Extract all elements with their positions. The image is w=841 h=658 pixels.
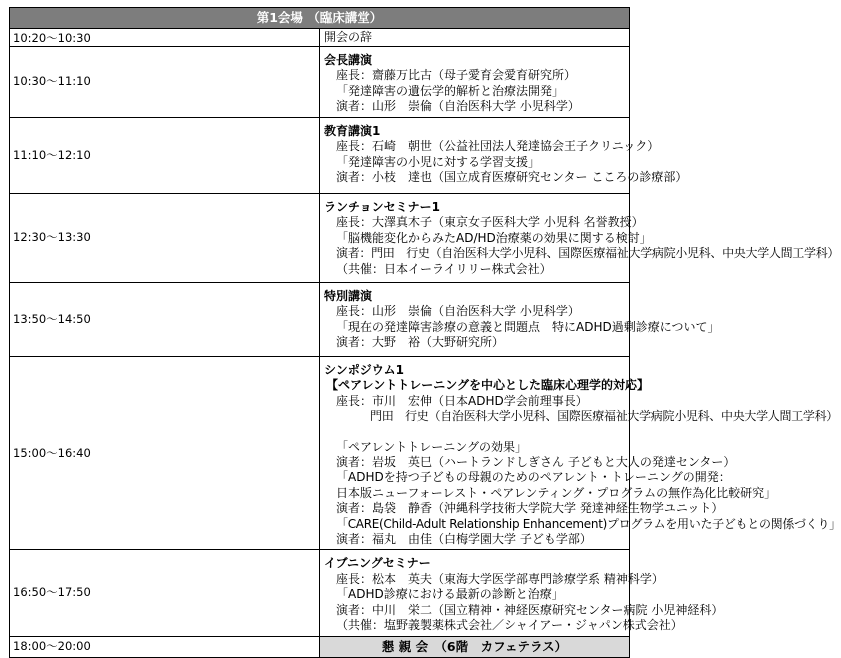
session-body bbox=[320, 283, 720, 357]
session-time: 11:10～12:10 bbox=[10, 118, 320, 194]
session-speaker: 演者：小枝 達也（国立成育医療研究センター こころの診療部） bbox=[336, 170, 688, 185]
session-topic: 「ADHDを持つ子どもの母親のためのペアレント・トレーニングの開発： bbox=[336, 470, 731, 485]
session-speaker: 演者：中川 栄二（国立精神・神経医療研究センター病院 小児神経科） bbox=[336, 602, 724, 617]
session-title: 会長講演 bbox=[324, 53, 373, 67]
spacer bbox=[324, 425, 625, 440]
session-topic: 「脳機能変化からみたAD/HD治療薬の効果に関する検討」 bbox=[336, 230, 652, 245]
social-time: 18:00～20:00 bbox=[10, 636, 320, 657]
session-sponsor: （共催：塩野義製薬株式会社／シャイアー・ジャパン株式会社） bbox=[336, 618, 683, 633]
session-chair-second: 門田 行史（自治医科大学小児科、国際医療福祉大学病院小児科、中央大学人間工学科） bbox=[370, 409, 839, 424]
session-topic: 「CARE(Child-Adult Relationship Enhancement)プログラムを用いた子どもとの関係づくり」 bbox=[336, 516, 841, 531]
session-speaker: 演者：山形 崇倫（自治医科大学 小児科学） bbox=[336, 99, 580, 114]
session-row bbox=[10, 550, 630, 636]
session-speaker: 演者：門田 行史（自治医科大学小児科、国際医療福祉大学病院小児科、中央大学人間工学科） bbox=[336, 246, 840, 261]
schedule-sheet bbox=[9, 7, 841, 658]
session-row bbox=[10, 118, 630, 194]
session-time: 12:30～13:30 bbox=[10, 194, 320, 283]
social-label: 懇 親 会 （6階 カフェテラス） bbox=[320, 636, 630, 657]
session-time: 10:30～11:10 bbox=[10, 47, 320, 118]
session-topic: 「発達障害の遺伝学的解析と治療法開発」 bbox=[336, 83, 565, 98]
session-chair: 座長：山形 崇倫（自治医科大学 小児科学） bbox=[336, 304, 580, 319]
session-topic: 「ADHD診療における最新の診断と治療」 bbox=[336, 587, 564, 602]
session-row bbox=[10, 357, 630, 550]
session-body bbox=[320, 357, 841, 550]
session-title: 特別講演 bbox=[324, 289, 373, 303]
session-time: 13:50～14:50 bbox=[10, 283, 320, 357]
session-title: イブニングセミナー bbox=[324, 556, 431, 571]
session-row bbox=[10, 194, 630, 283]
session-topic: 「発達障害の小児に対する学習支援」 bbox=[336, 154, 541, 169]
session-chair: 座長：石崎 朝世（公益社団法人発達協会王子クリニック） bbox=[336, 139, 660, 154]
session-row bbox=[10, 283, 630, 357]
session-time: 16:50～17:50 bbox=[10, 550, 320, 636]
session-subtitle: 【ペアレントトレーニングを中心とした臨床心理学的対応】 bbox=[326, 378, 649, 393]
session-title: シンポジウム1 bbox=[324, 363, 404, 377]
schedule-table bbox=[9, 7, 841, 658]
session-body bbox=[320, 118, 688, 194]
session-body bbox=[320, 194, 840, 283]
session-speaker: 演者：大野 裕（大野研究所） bbox=[336, 335, 505, 350]
opening-row bbox=[10, 29, 630, 47]
opening-label: 開会の辞 bbox=[320, 29, 630, 47]
session-topic: 「現在の発達障害診療の意義と問題点 特にADHD過剰診療について」 bbox=[336, 319, 720, 334]
session-chair: 座長：齋藤万比古（母子愛育会愛育研究所） bbox=[336, 68, 577, 83]
session-speaker: 演者：島袋 静香（沖縄科学技術大学院大学 発達神経生物学ユニット） bbox=[336, 501, 724, 516]
session-chair: 座長：松本 英夫（東海大学医学部専門診療学系 精神科学） bbox=[336, 571, 664, 586]
session-speaker: 演者：福丸 由佳（白梅学園大学 子ども学部） bbox=[336, 532, 592, 547]
social-row bbox=[10, 636, 630, 657]
session-topic: 「ペアレントトレーニングの効果」 bbox=[336, 439, 527, 454]
session-chair: 座長：大澤真木子（東京女子医科大学 小児科 名誉教授） bbox=[336, 215, 644, 230]
session-time: 15:00～16:40 bbox=[10, 357, 320, 550]
session-sponsor: （共催：日本イーライリリー株式会社） bbox=[336, 261, 552, 276]
session-title: ランチョンセミナー1 bbox=[324, 200, 440, 214]
opening-time: 10:20～10:30 bbox=[10, 29, 320, 47]
session-body bbox=[320, 550, 724, 636]
session-speaker: 演者：岩坂 英巳（ハートランドしぎさん 子どもと大人の発達センター） bbox=[336, 455, 736, 470]
session-chair: 座長：市川 宏伸（日本ADHD学会前理事長） bbox=[336, 393, 588, 408]
session-title: 教育講演1 bbox=[324, 124, 381, 138]
hall-header: 第1会場 （臨床講堂） bbox=[10, 8, 630, 29]
session-row bbox=[10, 47, 630, 118]
session-body bbox=[320, 47, 630, 118]
session-topic-continued: 日本版ニューフォーレスト・ペアレンティング・プログラムの無作為化比較研究」 bbox=[336, 485, 777, 500]
